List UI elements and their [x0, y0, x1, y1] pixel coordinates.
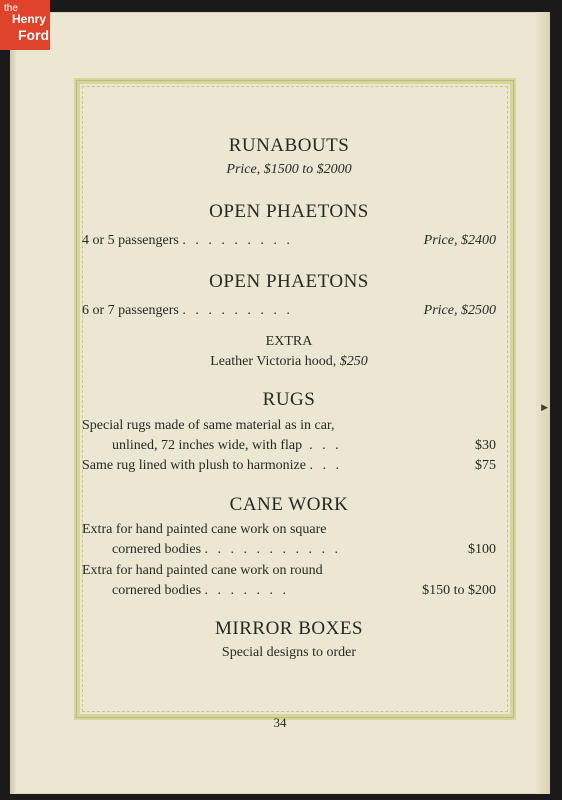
logo-the: the [4, 3, 18, 14]
phaetons-7-row [82, 301, 496, 321]
phaetons-5-price: Price, $2400 [423, 233, 496, 249]
cane-line-4-price: $150 to $200 [422, 583, 496, 598]
section-title-open-phaetons-7: OPEN PHAETONS [209, 270, 369, 292]
page-number: 34 [273, 715, 287, 730]
phaetons-5-desc: 4 or 5 passengers [82, 233, 179, 249]
section-title-mirror-boxes: MIRROR BOXES [215, 618, 363, 640]
section-title-cane-work: CANE WORK [229, 493, 349, 515]
rugs-line-3-text: Same rug lined with plush to harmonize [82, 458, 306, 474]
phaetons-7-price: Price, $2500 [423, 303, 496, 319]
henry-ford-logo [0, 0, 50, 50]
runabouts-price: Price, $1500 to $2000 [226, 161, 352, 177]
leader-dots: . . . . . . . . . [182, 233, 293, 249]
section-title-runabouts: RUNABOUTS [228, 135, 350, 156]
price-list [82, 88, 496, 663]
rugs-line-2-text: unlined, 72 inches wide, with flap [112, 437, 303, 453]
leader-dots: . . . . . . . . . [182, 303, 293, 319]
extra-heading: EXTRA [265, 333, 313, 349]
cane-line-2-price: $100 [468, 542, 496, 558]
rugs-line-3 [82, 456, 496, 476]
cane-line-4-text: cornered bodies [112, 583, 202, 598]
section-title-rugs: RUGS [262, 389, 316, 411]
logo-henry: Henry [12, 12, 47, 26]
leader-dots: . . . . . . . . . . . [204, 542, 342, 558]
cane-line-1: Extra for hand painted cane work on square [82, 522, 327, 538]
phaetons-7-desc: 6 or 7 passengers [82, 303, 179, 319]
mirror-text: Special designs to order [221, 644, 357, 660]
phaetons-5-row [82, 231, 496, 251]
rugs-line-3-price: $75 [475, 458, 496, 474]
section-title-open-phaetons-5: OPEN PHAETONS [209, 200, 369, 222]
extra-line [82, 352, 496, 372]
leader-dots: . . . [309, 458, 342, 474]
extra-text: Leather Victoria hood, [210, 353, 340, 369]
catalog-page [10, 12, 550, 794]
cane-line-2 [82, 540, 496, 560]
page-marker-icon: ▶ [541, 402, 548, 412]
leader-dots: . . . [309, 437, 342, 453]
page-binding-edge [10, 12, 16, 794]
cane-line-4 [82, 581, 496, 601]
logo-ford: Ford [18, 27, 50, 43]
extra-price: $250 [339, 353, 368, 369]
rugs-line-2 [82, 436, 496, 456]
leader-dots: . . . . . . . [204, 583, 290, 598]
rugs-line-2-price: $30 [475, 437, 496, 453]
rugs-line-1: Special rugs made of same material as in car, [82, 417, 335, 433]
cane-line-2-text: cornered bodies [112, 542, 202, 558]
cane-line-3: Extra for hand painted cane work on round [82, 562, 323, 578]
